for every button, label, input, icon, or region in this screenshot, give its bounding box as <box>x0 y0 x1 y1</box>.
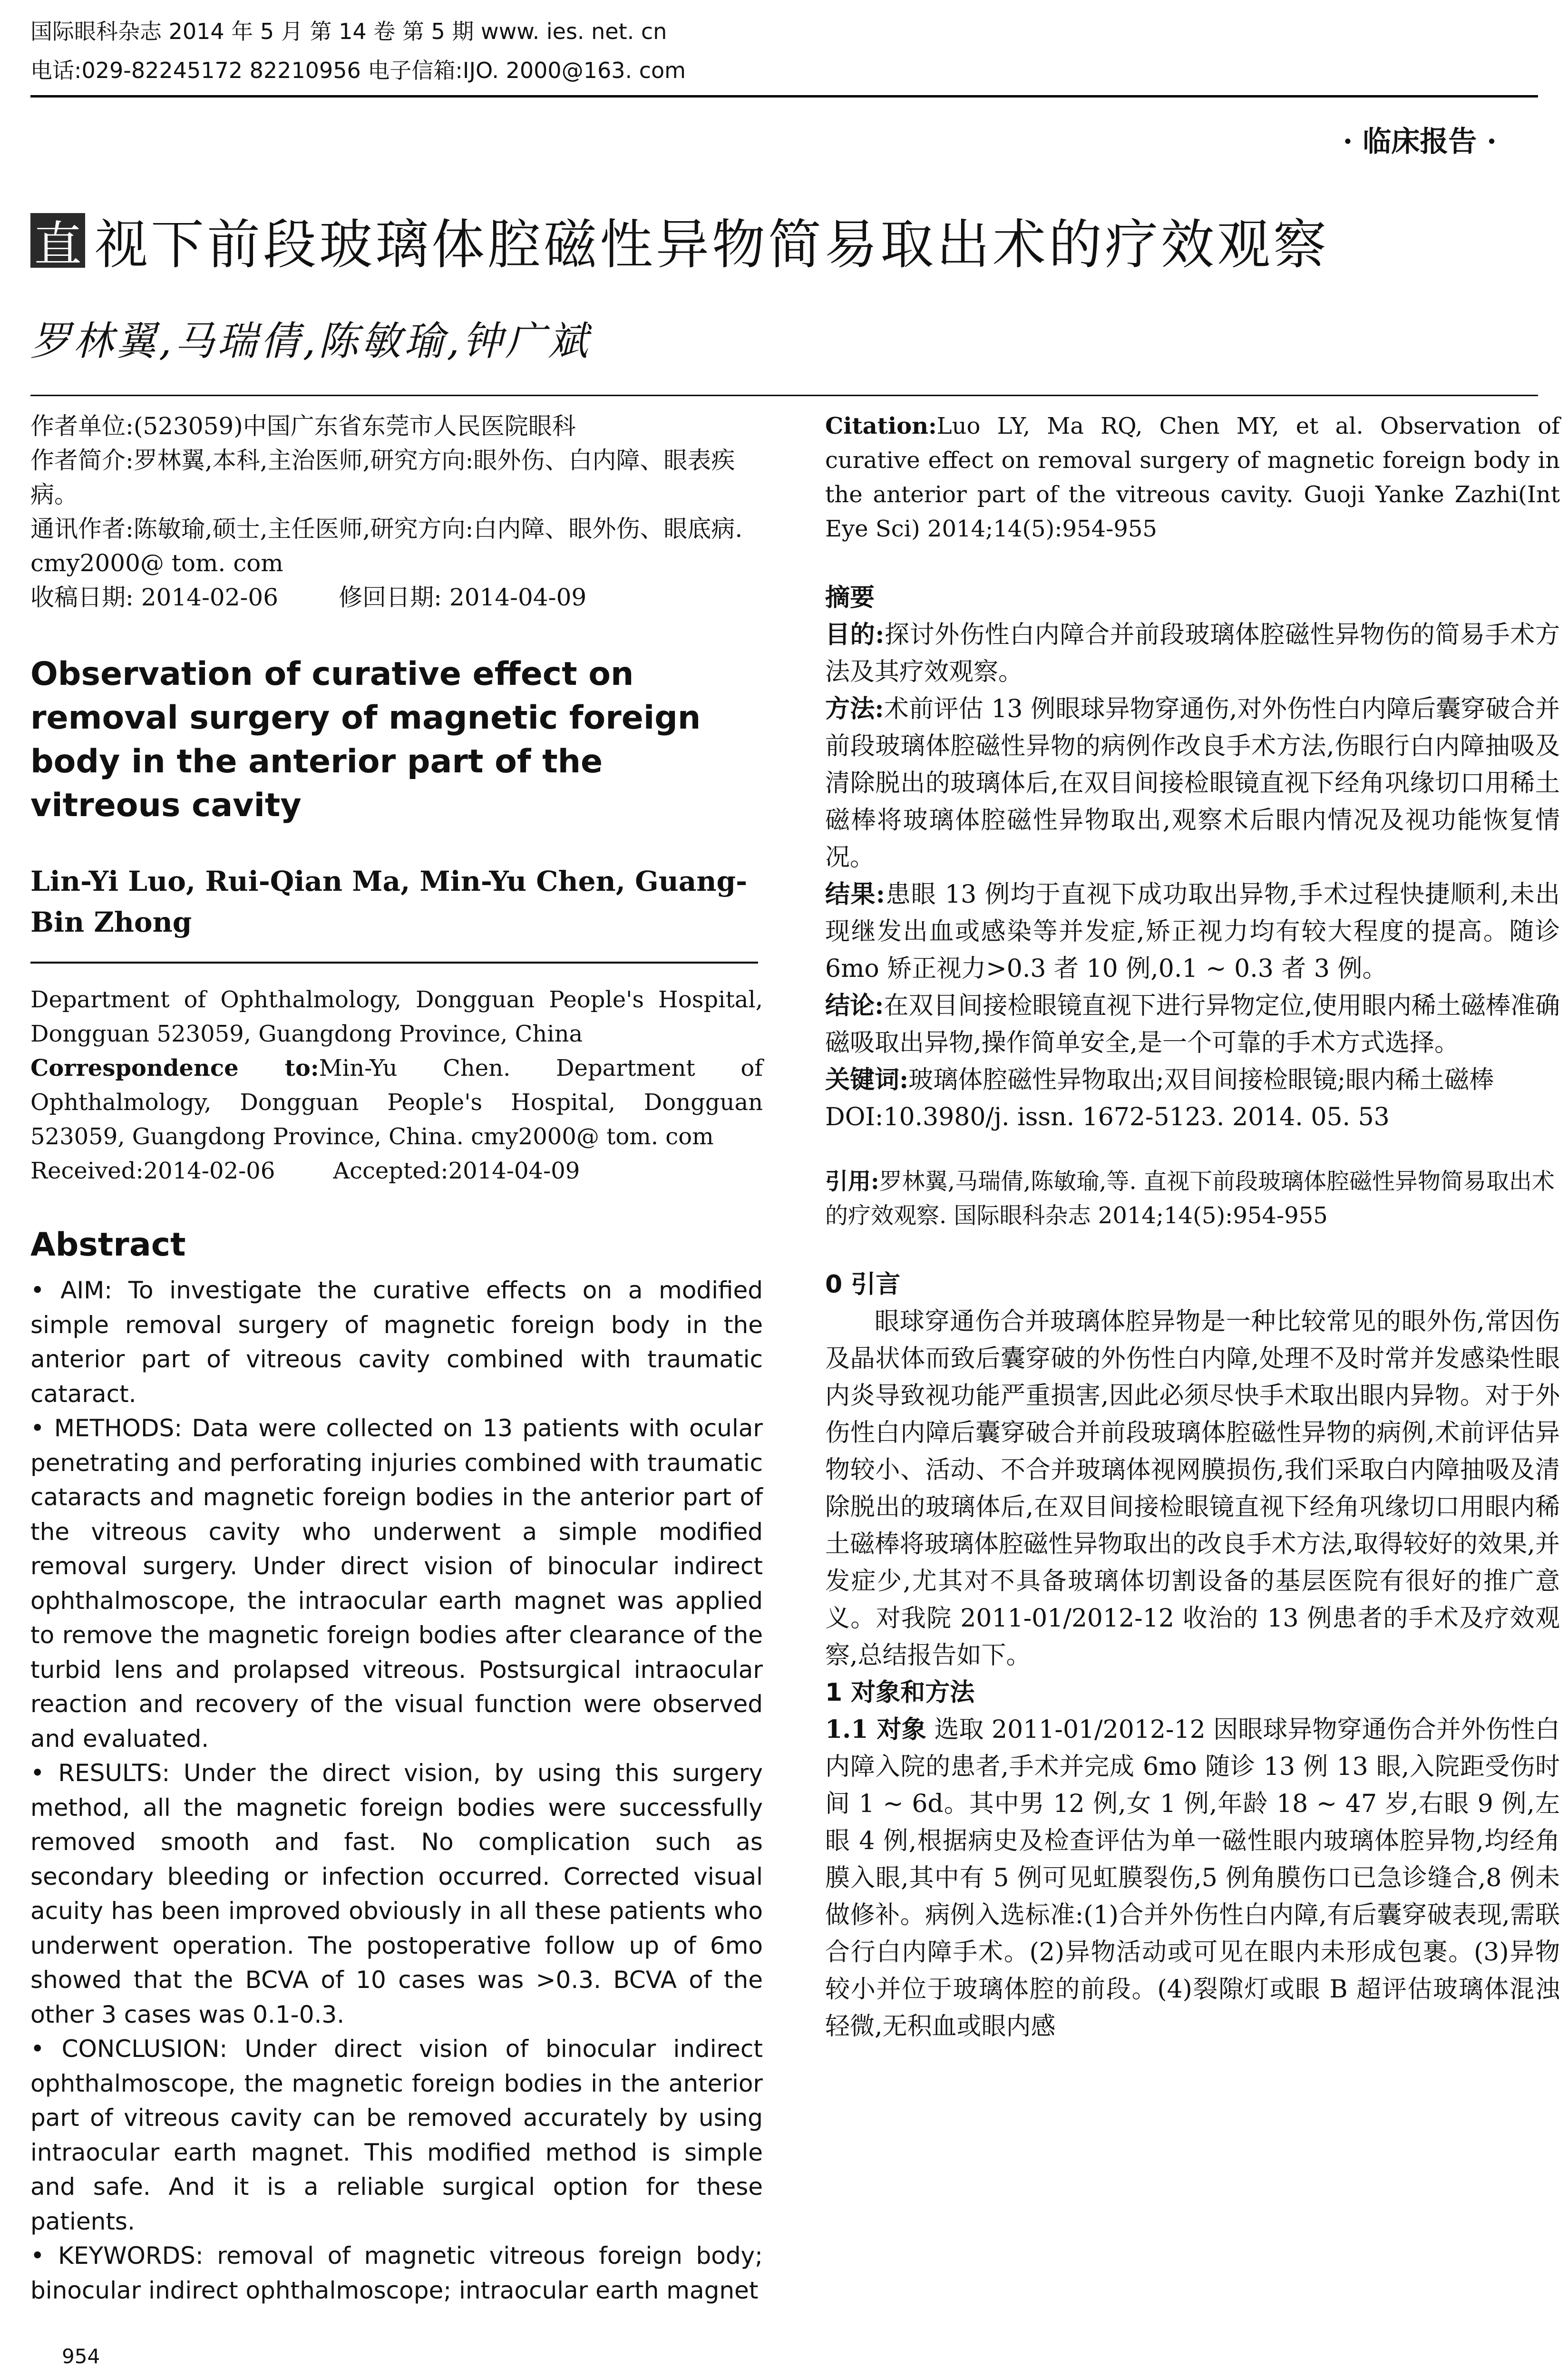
info-received: 收稿日期: 2014-02-06 修回日期: 2014-04-09 <box>30 584 587 611</box>
abstract-heading: Abstract <box>30 1226 186 1264</box>
right-column <box>825 409 1560 2045</box>
methods-heading: 1 对象和方法 <box>825 1678 975 1707</box>
title-first-char: 直 <box>30 213 85 268</box>
page-number: 954 <box>62 2345 100 2368</box>
affiliation-dept: Department of Ophthalmology, Dongguan People's Hospital, Dongguan 523059, Guangdong Province, China <box>30 986 763 1047</box>
cn-keywords-text: 玻璃体腔磁性异物取出;双目间接检眼镜;眼内稀土磁棒 <box>908 1066 1494 1094</box>
cn-citation <box>825 1164 1560 1233</box>
cn-results-text: 患眼 13 例均于直视下成功取出异物,手术过程快捷顺利,未出现继发出血或感染等并发症,矫正视力均有较大程度的提高。随诊 6mo 矫正视力>0.3 者 10 例,0.1 ~ 0.3 者 3 例。 <box>825 880 1560 983</box>
abstract-methods: • METHODS: Data were collected on 13 patients with ocular penetrating and perforating injuries combined with traumatic cataracts and magnetic foreign bodies in the anterior part of the vitreous cavity who underwent a simple modified removal surgery. Under direct vision of binocular indirect ophthalmoscope, the intraocular earth magnet was applied to remove the magnetic foreign bodies after clearance of the turbid lens and prolapsed vitreous. Postsurgical intraocular reaction and recovery of the visual function were observed and evaluated. <box>30 1414 763 1753</box>
abstract-aim: • AIM: To investigate the curative effects on a modified simple removal surgery of magnetic foreign body in the anterior part of vitreous cavity combined with traumatic cataract. <box>30 1276 763 1408</box>
cn-citation-text: 罗林翼,马瑞倩,陈敏瑜,等. 直视下前段玻璃体腔磁性异物简易取出术的疗效观察. 国际眼科杂志 2014;14(5):954-955 <box>825 1168 1555 1229</box>
citation-label: Citation: <box>825 413 937 439</box>
cn-results-label: 结果: <box>825 880 885 909</box>
methods-sub-label: 1.1 对象 <box>825 1715 926 1744</box>
info-unit: 作者单位:(523059)中国广东省东莞市人民医院眼科 <box>30 412 576 440</box>
info-bio: 作者简介:罗林翼,本科,主治医师,研究方向:眼外伤、白内障、眼表疾病。 <box>30 447 735 508</box>
cn-keywords <box>825 1062 1560 1099</box>
cn-methods-text: 术前评估 13 例眼球异物穿通伤,对外伤性白内障后囊穿破合并前段玻璃体腔磁性异物的病例作改良手术方法,伤眼行白内障抽吸及清除脱出的玻璃体后,在双目间接检眼镜直视下经角巩缘切口用稀土磁棒将玻璃体腔磁性异物取出,观察术后眼内情况及视功能恢复情况。 <box>825 695 1560 872</box>
doi: DOI:10.3980/j. issn. 1672-5123. 2014. 05. 53 <box>825 1103 1390 1131</box>
journal-header-line1: 国际眼科杂志 2014 年 5 月 第 14 卷 第 5 期 www. ies. net. cn <box>30 19 667 44</box>
header-rule <box>30 95 1538 97</box>
title-rule <box>30 395 1538 396</box>
intro-heading: 0 引言 <box>825 1270 901 1299</box>
cn-purpose-label: 目的: <box>825 620 885 649</box>
cn-conclusion <box>825 987 1560 1062</box>
journal-header-line2: 电话:029-82245172 82210956 电子信箱:IJO. 2000@163. com <box>30 58 686 83</box>
left-column <box>30 409 763 2308</box>
affiliation-corr <box>30 1051 763 1154</box>
cn-citation-label: 引用: <box>825 1168 879 1195</box>
affiliation-received: Received:2014-02-06 Accepted:2014-04-09 <box>30 1158 580 1184</box>
title-text: 视下前段玻璃体腔磁性异物简易取出术的疗效观察 <box>95 214 1329 276</box>
cn-keywords-label: 关键词: <box>825 1065 909 1094</box>
section-tag: · 临床报告 · <box>1343 125 1497 158</box>
citation-text: Luo LY, Ma RQ, Chen MY, et al. Observation of curative effect on removal surgery of magnetic foreign body in the anterior part of the vitreous cavity. Guoji Yanke Zazhi(Int Eye Sci) 2014;14(5):954-955 <box>825 413 1560 542</box>
abstract-conclusion: • CONCLUSION: Under direct vision of binocular indirect ophthalmoscope, the magnetic foreign bodies in the anterior part of vitreous cavity can be removed accurately by using intraocular earth magnet. This modified method is simple and safe. And it is a reliable surgical option for these patients. <box>30 2035 763 2235</box>
cn-conclusion-label: 结论: <box>825 991 884 1020</box>
methods-body: 选取 2011-01/2012-12 因眼球异物穿通伤合并外伤性白内障入院的患者,手术并完成 6mo 随诊 13 例 13 眼,入院距受伤时间 1 ~ 6d。其中男 12 例,女 1 例,年龄 18 ~ 47 岁,右眼 9 例,左眼 4 例,根据病史及检查评估为单一磁性眼内玻璃体腔异物,均经角膜入眼,其中有 5 例可见虹膜裂伤,5 例角膜伤口已急诊缝合,8 例未做修补。病例入选标准:(1)合并外伤性白内障,有后囊穿破表现,需联合行白内障手术。(2)异物活动或可见在眼内未形成包裹。(3)异物较小并位于玻璃体腔的前段。(4)裂隙灯或眼 B 超评估玻璃体混浊轻微,无积血或眼内感 <box>825 1715 1560 2041</box>
citation <box>825 409 1560 546</box>
authors-cn: 罗林翼,马瑞倩,陈敏瑜,钟广斌 <box>30 318 591 364</box>
corr-label: Correspondence to: <box>30 1055 319 1081</box>
cn-conclusion-text: 在双目间接检眼镜直视下进行异物定位,使用眼内稀土磁棒准确磁吸取出异物,操作简单安全,是一个可靠的手术方式选择。 <box>825 992 1560 1057</box>
abstract-results: • RESULTS: Under the direct vision, by using this surgery method, all the magnetic foreign bodies were successfully removed smooth and fast. No complication such as secondary bleeding or infection occurred. Corrected visual acuity has been improved obviously in all these patients who underwent operation. The postoperative follow up of 6mo showed that the BCVA of 10 cases was >0.3. BCVA of the other 3 cases was 0.1-0.3. <box>30 1759 763 2028</box>
abstract-keywords: • KEYWORDS: removal of magnetic vitreous foreign body; binocular indirect ophthalmoscope; intraocular earth magnet <box>30 2242 763 2304</box>
cn-purpose-text: 探讨外伤性白内障合并前段玻璃体腔磁性异物伤的简易手术方法及其疗效观察。 <box>825 621 1560 686</box>
corr-text: Min-Yu Chen. Department of Ophthalmology, Dongguan People's Hospital, Dongguan 523059, Guangdong Province, China. cmy2000@ tom. com <box>30 1055 763 1150</box>
cn-methods <box>825 691 1560 876</box>
cn-abstract-heading: 摘要 <box>825 584 875 612</box>
article-title <box>30 197 1529 283</box>
info-corr: 通讯作者:陈敏瑜,硕士,主任医师,研究方向:白内障、眼外伤、眼底病. cmy2000@ tom. com <box>30 515 743 577</box>
cn-results <box>825 876 1560 987</box>
cn-purpose <box>825 616 1560 691</box>
cn-methods-label: 方法: <box>825 694 884 723</box>
methods-text <box>825 1711 1560 2045</box>
intro-text: 眼球穿通伤合并玻璃体腔异物是一种比较常见的眼外伤,常因伤及晶状体而致后囊穿破的外伤性白内障,处理不及时常并发感染性眼内炎导致视功能严重损害,因此必须尽快手术取出眼内异物。对于外伤性白内障后囊穿破合并前段玻璃体腔磁性异物的病例,术前评估异物较小、活动、不合并玻璃体视网膜损伤,我们采取白内障抽吸及清除脱出的玻璃体后,在双目间接检眼镜直视下经角巩缘切口用眼内稀土磁棒将玻璃体腔磁性异物取出的改良手术方法,取得较好的效果,并发症少,尤其对不具备玻璃体切割设备的基层医院有很好的推广意义。对我院 2011-01/2012-12 收治的 13 例患者的手术及疗效观察,总结报告如下。 <box>825 1307 1560 1670</box>
english-title: Observation of curative effect on removal surgery of magnetic foreign body in the anterior part of the vitreous cavity <box>30 655 701 824</box>
english-authors: Lin-Yi Luo, Rui-Qian Ma, Min-Yu Chen, Guang-Bin Zhong <box>30 865 748 938</box>
